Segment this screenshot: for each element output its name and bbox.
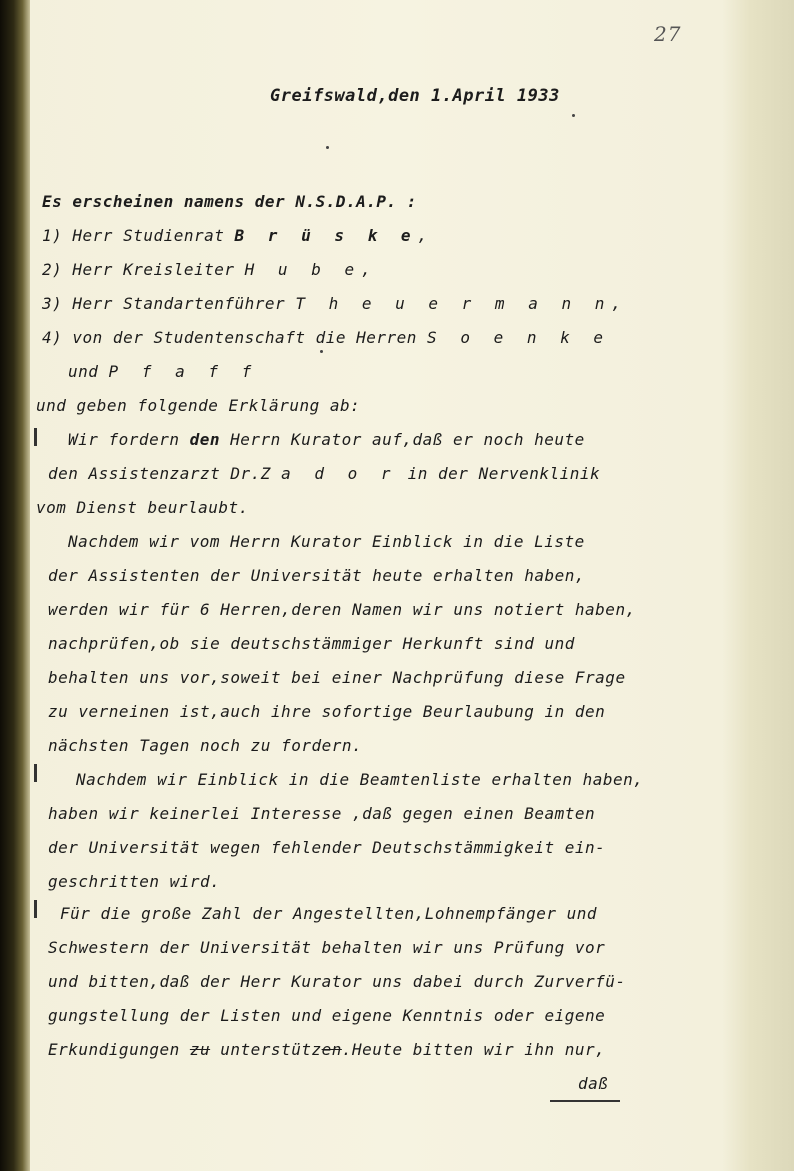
para3-line: haben wir keinerlei Interesse ,daß gegen einen Beamten xyxy=(48,804,596,823)
para2-line: werden wir für 6 Herren,deren Namen wir uns notiert haben, xyxy=(48,600,636,619)
person-name: B r ü s k e xyxy=(234,226,418,245)
page-number: 27 xyxy=(654,22,682,46)
struck-text: zu xyxy=(189,1040,211,1059)
person-cont-prefix: und xyxy=(68,362,109,381)
struck-text: en xyxy=(321,1040,342,1059)
para2-line: nachprüfen,ob sie deutschstämmiger Herkunft sind und xyxy=(48,634,575,653)
catchword: daß xyxy=(578,1074,609,1093)
person-name: P f a f f xyxy=(108,362,259,381)
para3-line: Nachdem wir Einblick in die Beamtenliste erhalten haben, xyxy=(76,770,644,789)
text-span: Erkundigungen xyxy=(48,1040,190,1059)
para4-line: Für die große Zahl der Angestellten,Lohnempfänger und xyxy=(60,904,598,923)
date-line: Greifswald,den 1.April 1933 xyxy=(270,86,560,106)
para2-line: behalten uns vor,soweit bei einer Nachprüfung diese Frage xyxy=(48,668,626,687)
scan-binding-edge xyxy=(0,0,30,1171)
intro-line: Es erscheinen namens der N.S.D.A.P. : xyxy=(42,192,417,211)
text-span: a d o r xyxy=(281,464,398,483)
para1-line-2 xyxy=(48,464,600,483)
text-span: Wir fordern xyxy=(68,430,190,449)
text-span: Herrn Kurator auf,daß er noch heute xyxy=(220,430,585,449)
person-suffix: , xyxy=(611,294,622,313)
person-line-cont xyxy=(68,362,258,381)
person-suffix: , xyxy=(361,260,372,279)
person-name: S o e n k e xyxy=(427,328,611,347)
para1-line-3: vom Dienst beurlaubt. xyxy=(36,498,249,517)
person-prefix: 2) Herr Kreisleiter xyxy=(42,260,245,279)
person-line-4 xyxy=(42,328,610,347)
para3-line: der Universität wegen fehlender Deutschstämmigkeit ein- xyxy=(48,838,606,857)
person-prefix: 4) von der Studentenschaft die Herren xyxy=(42,328,428,347)
para2-line: Nachdem wir vom Herrn Kurator Einblick in die Liste xyxy=(68,532,585,551)
para4-line: und bitten,daß der Herr Kurator uns dabei durch Zurverfü- xyxy=(48,972,626,991)
margin-mark xyxy=(34,764,37,782)
scan-right-margin xyxy=(722,0,794,1171)
para2-line: nächsten Tagen noch zu fordern. xyxy=(48,736,363,755)
catchword-rule xyxy=(550,1100,620,1102)
text-span: unterstütz xyxy=(210,1040,322,1059)
margin-mark xyxy=(34,900,37,918)
person-line-1 xyxy=(42,226,428,245)
text-span: in der Nervenklinik xyxy=(397,464,601,483)
person-prefix: 1) Herr Studienrat xyxy=(42,226,235,245)
para4-line: gungstellung der Listen und eigene Kenntnis oder eigene xyxy=(48,1006,606,1025)
para1-line-1 xyxy=(68,430,585,449)
person-suffix: , xyxy=(417,226,428,245)
margin-mark xyxy=(34,428,37,446)
text-span: den Assistenzarzt Dr.Z xyxy=(48,464,282,483)
person-name: T h e u e r m a n n xyxy=(295,294,612,313)
ink-dot xyxy=(572,114,575,117)
text-span: den xyxy=(189,430,220,449)
para2-line: der Assistenten der Universität heute erhalten haben, xyxy=(48,566,586,585)
para2-line: zu verneinen ist,auch ihre sofortige Beurlaubung in den xyxy=(48,702,606,721)
person-line-2 xyxy=(42,260,371,279)
person-name: H u b e xyxy=(244,260,362,279)
para4-line: Schwestern der Universität behalten wir uns Prüfung vor xyxy=(48,938,606,957)
person-prefix: 3) Herr Standartenführer xyxy=(42,294,296,313)
para4-line-last xyxy=(48,1040,605,1059)
ink-dot xyxy=(326,146,329,149)
text-span: .Heute bitten wir ihn nur, xyxy=(341,1040,606,1059)
declaration-intro: und geben folgende Erklärung ab: xyxy=(36,396,361,415)
ink-dot xyxy=(320,350,323,353)
person-line-3 xyxy=(42,294,622,313)
para3-line: geschritten wird. xyxy=(48,872,221,891)
